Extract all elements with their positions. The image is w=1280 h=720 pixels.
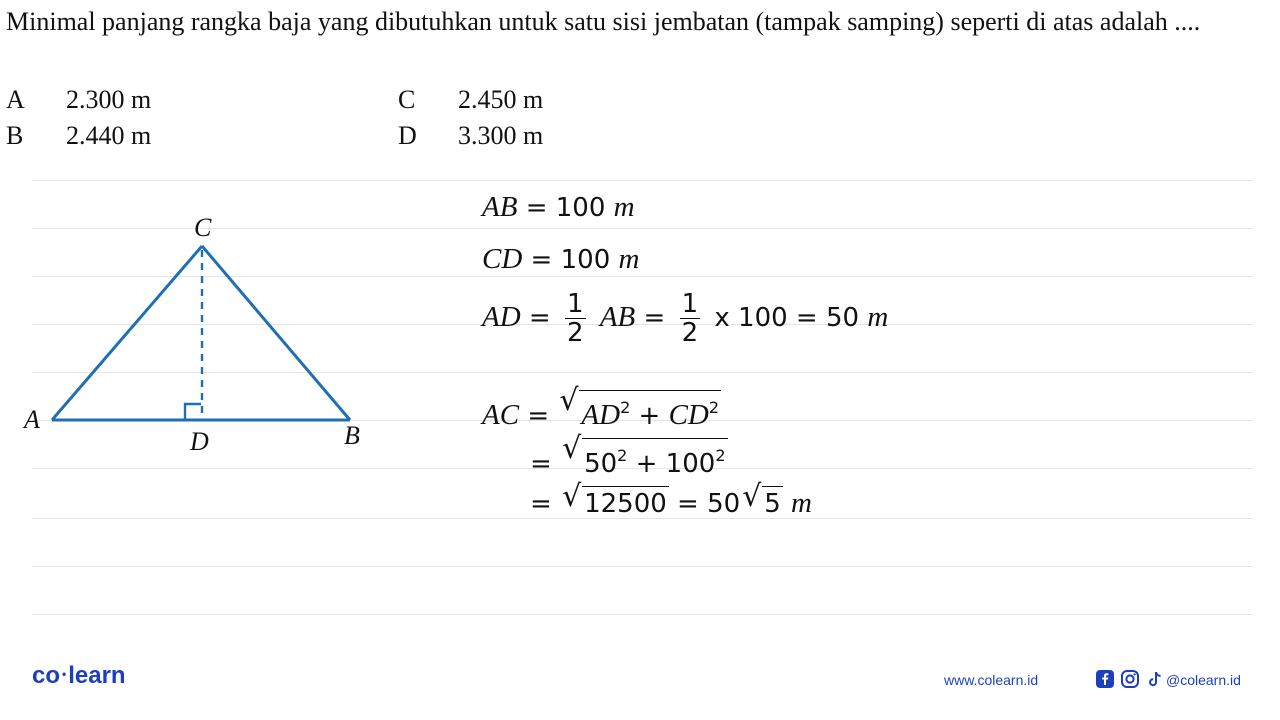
option-value: 2.450 m — [458, 85, 544, 114]
radicand: 5 — [762, 486, 783, 521]
option-value: 3.300 m — [458, 121, 544, 150]
side-cb — [202, 246, 350, 420]
denominator: 2 — [681, 318, 699, 348]
website-link[interactable]: www.colearn.id — [944, 672, 1039, 688]
triangle-diagram — [0, 0, 420, 470]
value: 50 — [826, 303, 860, 333]
sqrt-sign: √ — [559, 383, 579, 418]
sqrt-sign: √ — [742, 479, 762, 514]
var-ac: AC — [482, 399, 520, 431]
coefficient: 50 — [707, 489, 741, 519]
fraction-half — [565, 290, 586, 347]
option-letter: D — [398, 121, 417, 150]
var-ab: AB — [599, 301, 636, 333]
logo-left: co — [32, 662, 61, 689]
sqrt-sign: √ — [562, 431, 582, 466]
option-value: 2.300 m — [66, 85, 152, 114]
option-letter: B — [6, 121, 24, 150]
eq-ad: AD = $\frac{1}{2}$ AB = $\frac{1}{2}$ x 100 = 50 m — [482, 289, 889, 348]
unit: m — [613, 191, 635, 223]
vertex-b-label: B — [344, 421, 360, 450]
social-handle: @colearn.id — [1166, 672, 1241, 688]
unit: m — [618, 243, 640, 275]
numerator: 1 — [567, 289, 584, 319]
var-cd: CD — [668, 399, 709, 431]
var-ad: AD — [482, 301, 521, 333]
radicand: 12500 — [582, 486, 669, 521]
question-text: Minimal panjang rangka baja yang dibutuhkan untuk satu sisi jembatan (tampak samping) seperti di atas adalah .... — [6, 7, 1201, 36]
value: 100 — [555, 193, 606, 223]
eq-ab: AB = 100 m — [482, 191, 635, 223]
option-letter: A — [6, 85, 25, 114]
exponent: 2 — [620, 398, 631, 417]
eq-ac-line2: = √ $50^2 + 100^2$ — [530, 431, 726, 479]
fraction-half — [680, 290, 701, 347]
numerator: 1 — [681, 289, 699, 319]
vertex-c-label: C — [194, 213, 212, 242]
denominator: 2 — [567, 318, 584, 348]
var-ab: AB — [482, 191, 518, 223]
logo-right: learn — [68, 662, 126, 689]
eq-ac-line3: = √ 12500 = 50 √ 5 m — [530, 479, 812, 519]
var-cd: CD — [482, 243, 523, 275]
ruled-line — [32, 614, 1252, 615]
colearn-logo: co •learn — [32, 662, 126, 689]
exponent: 2 — [708, 398, 720, 417]
times-value: x 100 — [714, 303, 788, 333]
option-value: 2.440 m — [66, 121, 152, 150]
right-angle-marker — [185, 404, 201, 420]
sqrt-expression — [562, 479, 669, 521]
base: 100 — [665, 449, 716, 479]
eq-ac-line1: AC = √ $AD^2 + CD^2$ — [482, 383, 720, 431]
sqrt-expression — [742, 479, 783, 521]
tiktok-icon[interactable] — [1145, 669, 1165, 689]
instagram-icon[interactable] — [1120, 669, 1140, 689]
ruled-line — [32, 566, 1252, 567]
exponent: 2 — [617, 446, 628, 465]
unit: m — [867, 301, 889, 333]
facebook-icon[interactable] — [1095, 669, 1115, 689]
vertex-a-label: A — [24, 405, 40, 434]
eq-cd: CD = 100 m — [482, 243, 640, 275]
sqrt-expression — [562, 431, 727, 481]
vertex-d-label: D — [190, 427, 209, 456]
sqrt-expression — [559, 383, 721, 433]
exponent: 2 — [715, 446, 726, 465]
unit: m — [791, 487, 812, 519]
side-ac — [52, 246, 202, 420]
option-letter: C — [398, 85, 416, 114]
plus-sign: + — [635, 449, 658, 479]
base: 50 — [584, 449, 618, 479]
sqrt-sign: √ — [562, 479, 582, 514]
plus-sign: + — [638, 401, 661, 431]
value: 100 — [560, 245, 611, 275]
var-ad: AD — [581, 399, 621, 431]
